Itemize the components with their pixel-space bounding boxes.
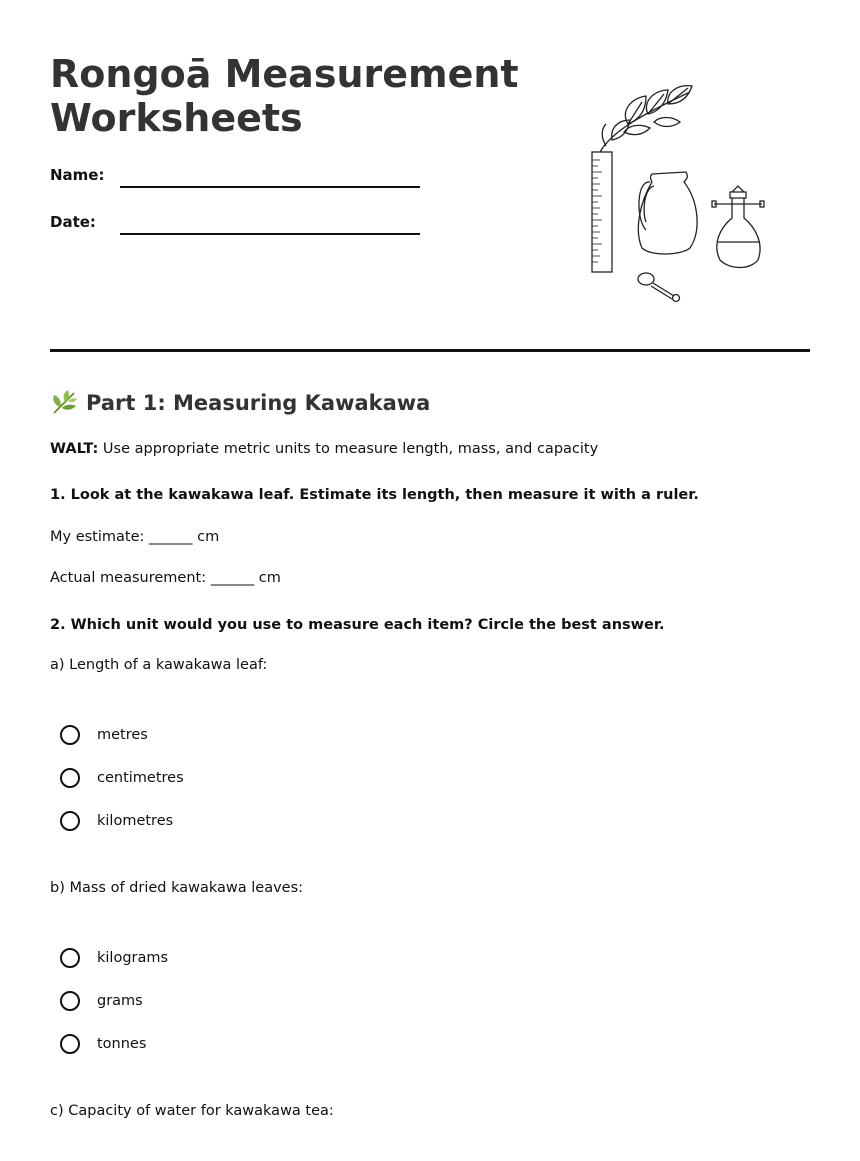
walt-statement <box>50 441 598 457</box>
estimate-line: My estimate: ______ cm <box>50 529 220 545</box>
flask-icon <box>712 186 764 268</box>
question-1: 1. Look at the kawakawa leaf. Estimate its length, then measure it with a ruler. <box>50 487 699 503</box>
date-label: Date: <box>50 213 96 231</box>
leaf-branch-icon <box>600 86 692 152</box>
section-heading <box>50 389 430 417</box>
section-divider <box>50 349 810 352</box>
ruler-icon <box>592 152 612 272</box>
question-2a-prompt: a) Length of a kawakawa leaf: <box>50 657 268 673</box>
name-label: Name: <box>50 166 105 184</box>
option-kilometres[interactable] <box>60 809 173 833</box>
radio-circle[interactable] <box>60 1034 80 1054</box>
radio-circle[interactable] <box>60 991 80 1011</box>
question-2c-prompt: c) Capacity of water for kawakawa tea: <box>50 1103 334 1119</box>
jug-icon <box>638 172 697 254</box>
option-label: centimetres <box>97 770 184 786</box>
radio-circle[interactable] <box>60 948 80 968</box>
option-label: kilometres <box>97 813 174 829</box>
walt-label: WALT: <box>50 441 99 457</box>
option-metres[interactable] <box>60 723 148 747</box>
leaf-icon <box>50 389 78 417</box>
radio-circle[interactable] <box>60 768 80 788</box>
page-title: Rongoā Measurement Worksheets <box>50 52 519 140</box>
walt-text: Use appropriate metric units to measure length, mass, and capacity <box>102 441 599 457</box>
date-field[interactable] <box>120 233 420 235</box>
measuring-tools-illustration <box>580 80 780 310</box>
name-field[interactable] <box>120 186 420 188</box>
question-2b-prompt: b) Mass of dried kawakawa leaves: <box>50 880 304 896</box>
question-2: 2. Which unit would you use to measure each item? Circle the best answer. <box>50 617 665 633</box>
option-label: metres <box>97 727 148 743</box>
option-kilograms[interactable] <box>60 946 168 970</box>
section-heading-text: Part 1: Measuring Kawakawa <box>86 391 431 415</box>
option-label: tonnes <box>97 1036 147 1052</box>
spoon-icon <box>638 273 680 302</box>
actual-measurement-line: Actual measurement: ______ cm <box>50 570 281 586</box>
option-grams[interactable] <box>60 989 143 1013</box>
option-tonnes[interactable] <box>60 1032 146 1056</box>
option-label: kilograms <box>97 950 169 966</box>
radio-circle[interactable] <box>60 725 80 745</box>
radio-circle[interactable] <box>60 811 80 831</box>
option-centimetres[interactable] <box>60 766 184 790</box>
option-label: grams <box>97 993 143 1009</box>
